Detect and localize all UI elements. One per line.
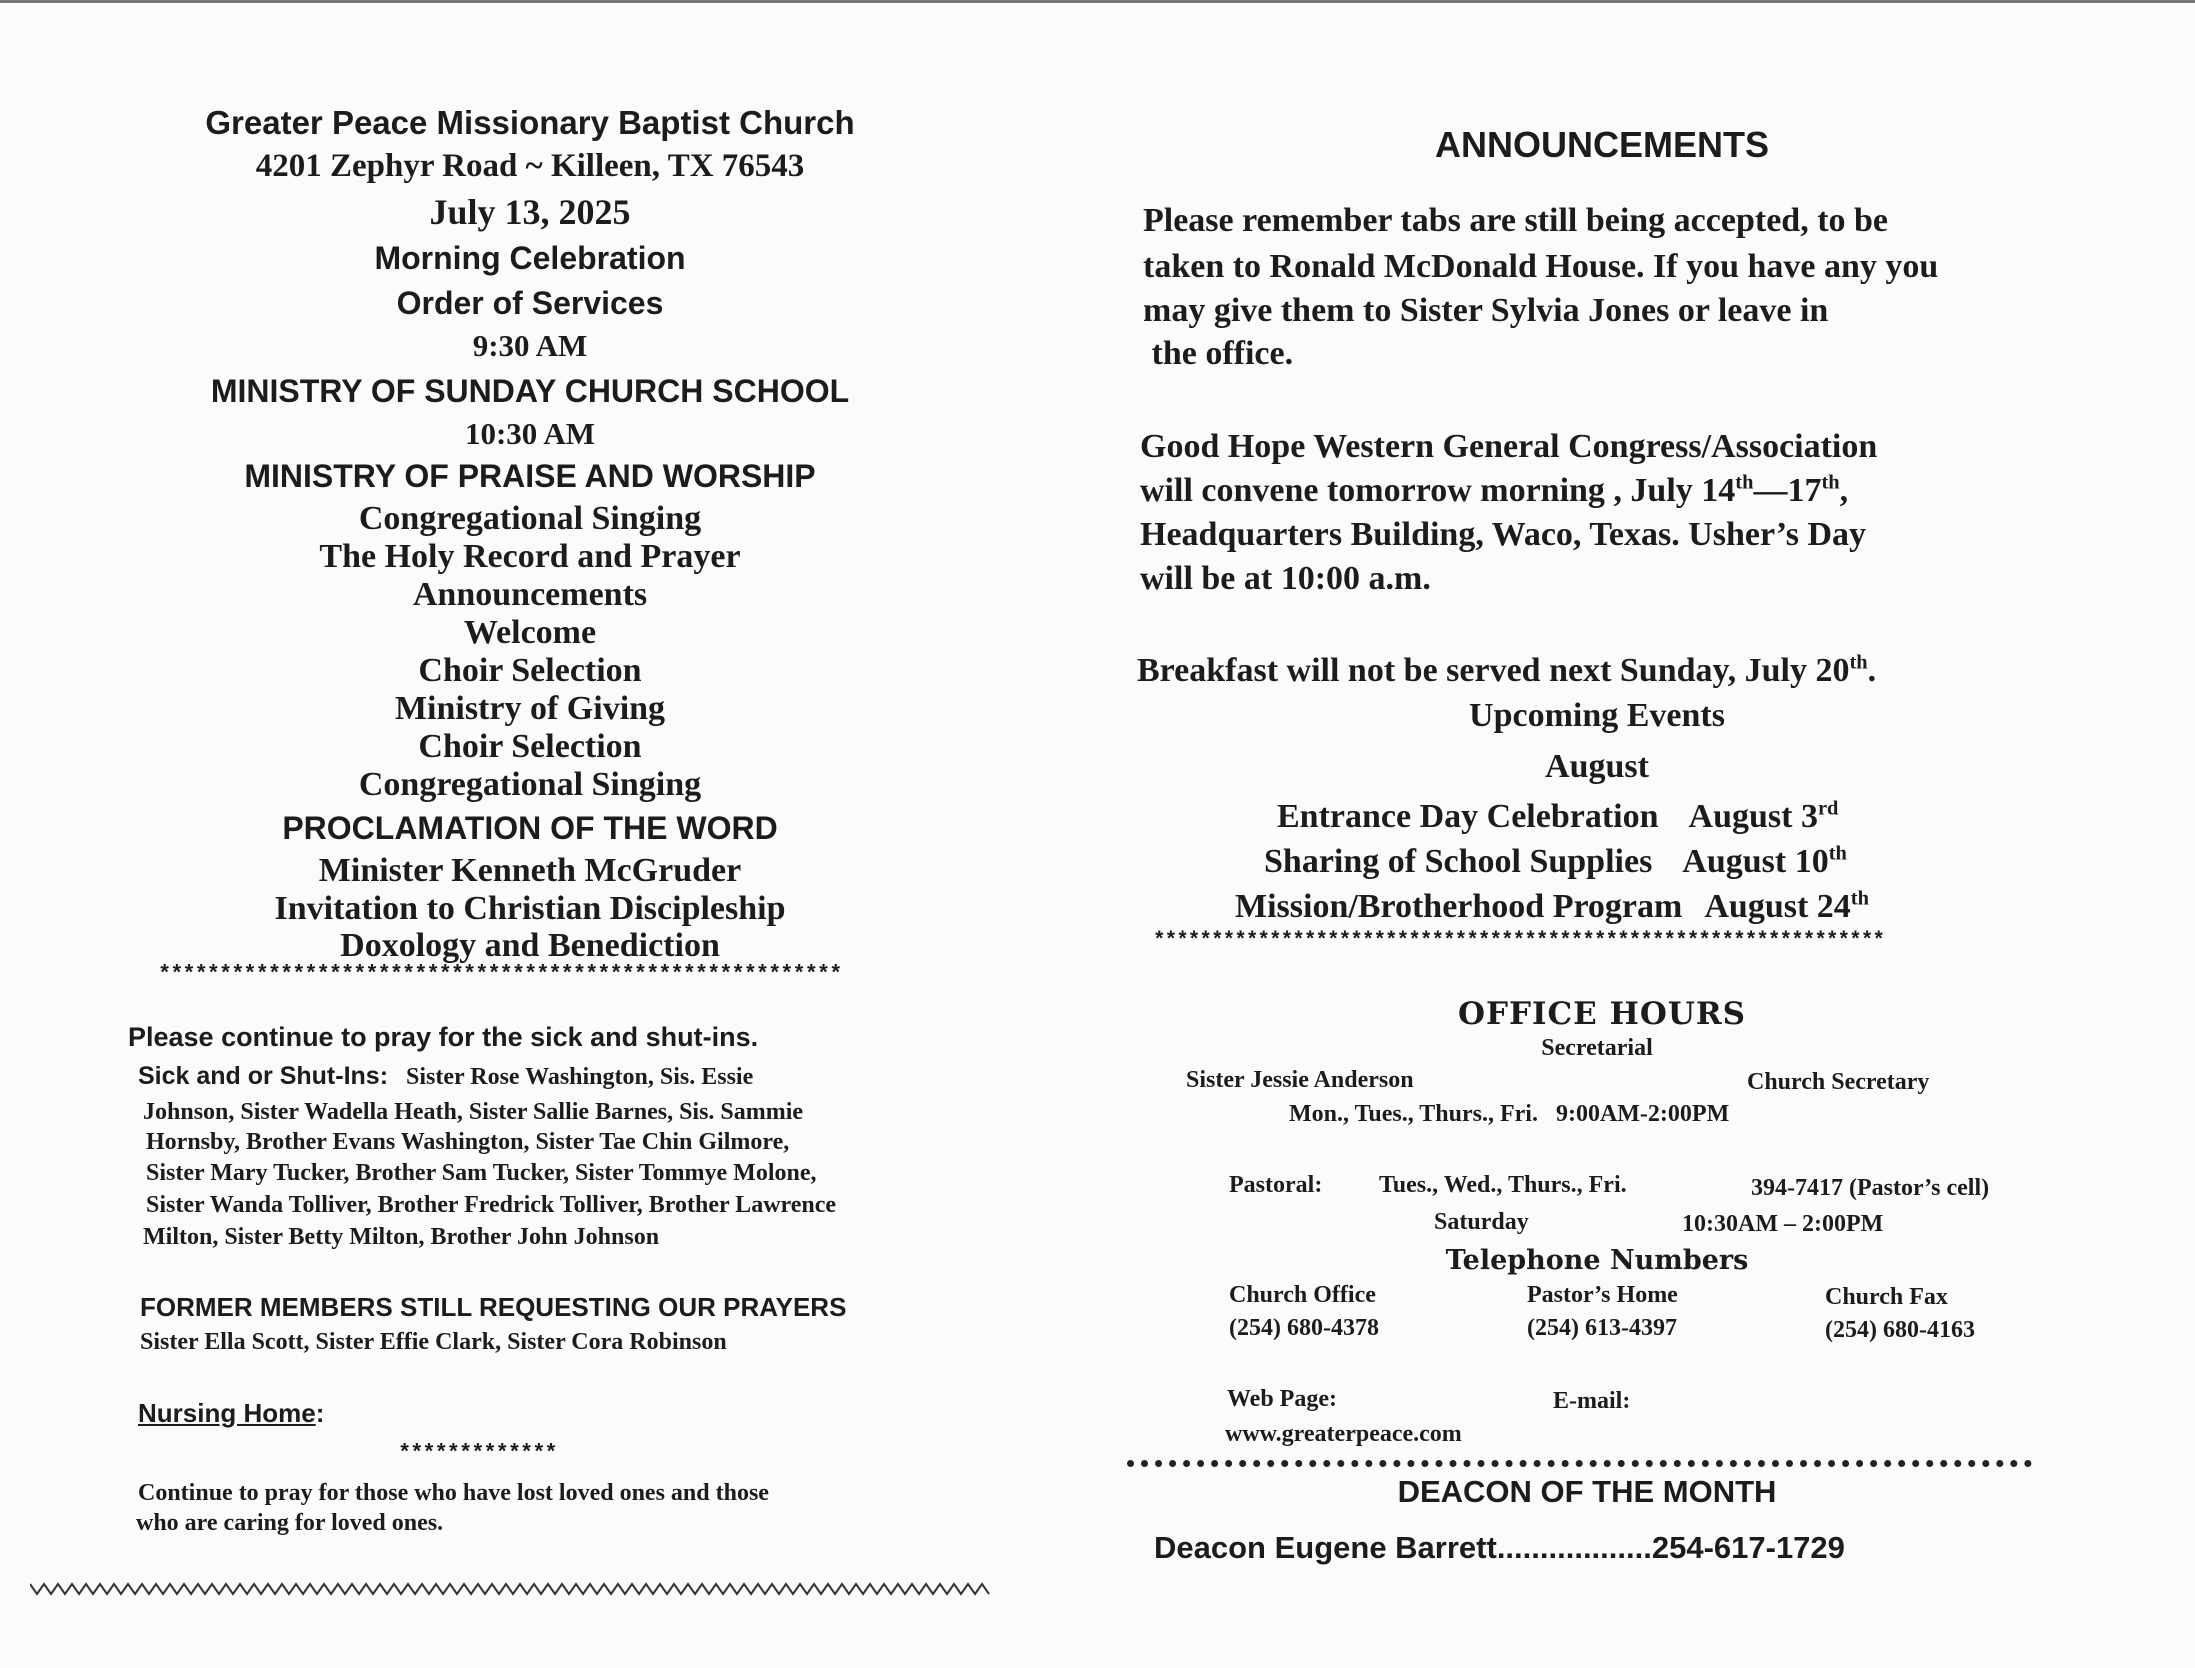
ordinal-suffix: th xyxy=(1828,842,1847,865)
order-item: Choir Selection xyxy=(418,652,642,689)
former-members-names: Sister Ella Scott, Sister Effie Clark, Sister Cora Robinson xyxy=(140,1329,727,1355)
sick-label: Sick and or Shut-Ins: xyxy=(138,1062,389,1090)
secretary-title: Church Secretary xyxy=(1747,1069,1930,1095)
sick-names: Sister Wanda Tolliver, Brother Fredrick Tolliver, Brother Lawrence xyxy=(146,1192,837,1218)
nursing-home-label: Nursing Home xyxy=(138,1398,316,1428)
office-hours-heading: OFFICE HOURS xyxy=(1457,996,1747,1032)
event-row xyxy=(1277,798,1838,836)
phone-label: Pastor’s Home xyxy=(1527,1282,1678,1308)
ordinal-suffix: th xyxy=(1821,471,1840,494)
period: . xyxy=(1867,652,1877,689)
time-sunday-school: 9:30 AM xyxy=(472,328,588,363)
closing-prayer: Continue to pray for those who have lost loved ones and those xyxy=(138,1480,769,1506)
dotted-divider xyxy=(1127,1460,2032,1467)
ordinal-suffix: rd xyxy=(1817,797,1839,820)
announcement-congress xyxy=(1140,472,1848,510)
comma: , xyxy=(1839,472,1849,509)
order-item: The Holy Record and Prayer xyxy=(319,538,741,575)
phone-number: (254) 613-4397 xyxy=(1527,1315,1677,1341)
announcements-heading: ANNOUNCEMENTS xyxy=(1434,124,1769,165)
proclamation-heading: PROCLAMATION OF THE WORD xyxy=(282,810,778,846)
secretarial-label: Secretarial xyxy=(1541,1035,1653,1061)
secretary-name: Sister Jessie Anderson xyxy=(1186,1067,1414,1093)
former-members-heading: FORMER MEMBERS STILL REQUESTING OUR PRAYERS xyxy=(140,1292,847,1322)
pastoral-label: Pastoral: xyxy=(1229,1172,1323,1198)
saturday-hours: 10:30AM – 2:00PM xyxy=(1682,1211,1884,1237)
email-label: E-mail: xyxy=(1553,1388,1631,1414)
congress-dates-end: —17 xyxy=(1753,472,1822,509)
sick-names: Johnson, Sister Wadella Heath, Sister Sallie Barnes, Sis. Sammie xyxy=(143,1099,804,1125)
nursing-home-heading xyxy=(138,1398,324,1429)
event-row xyxy=(1264,843,1847,881)
announcements-page xyxy=(1097,0,2195,1668)
event-row xyxy=(1235,888,1869,926)
time-worship: 10:30 AM xyxy=(464,416,595,451)
deacon-of-month: Deacon Eugene Barrett..................254-617-1729 xyxy=(1154,1530,1845,1565)
sick-names: Sister Rose Washington, Sis. Essie xyxy=(406,1064,754,1090)
month-heading: August xyxy=(1545,748,1649,785)
telephone-heading: Telephone Numbers xyxy=(1445,1245,1749,1276)
nursing-home-colon: : xyxy=(315,1398,325,1428)
sick-names: Milton, Sister Betty Milton, Brother John Johnson xyxy=(143,1224,660,1250)
phone-number: (254) 680-4163 xyxy=(1825,1317,1975,1343)
order-item: Congregational Singing xyxy=(358,500,702,537)
event-date: August 10 xyxy=(1682,843,1829,880)
separator-stars: ******************************************************** xyxy=(158,962,842,987)
minister-name: Minister Kenneth McGruder xyxy=(318,852,742,889)
sick-names: Sister Mary Tucker, Brother Sam Tucker, Sister Tommye Molone, xyxy=(146,1160,817,1186)
secretary-hours: Mon., Tues., Thurs., Fri. 9:00AM-2:00PM xyxy=(1289,1101,1730,1127)
announcement-tabs: Please remember tabs are still being accepted, to be xyxy=(1143,202,1889,239)
closing-prayer: who are caring for loved ones. xyxy=(136,1510,444,1536)
ministry-sunday-school: MINISTRY OF SUNDAY CHURCH SCHOOL xyxy=(210,373,850,409)
phone-label: Church Fax xyxy=(1825,1284,1948,1310)
pray-heading: Please continue to pray for the sick and shut-ins. xyxy=(128,1022,759,1052)
saturday-label: Saturday xyxy=(1434,1209,1529,1235)
pastoral-days: Tues., Wed., Thurs., Fri. xyxy=(1379,1172,1627,1198)
order-title: Order of Services xyxy=(396,285,664,321)
service-title: Morning Celebration xyxy=(374,240,686,276)
event-name: Entrance Day Celebration xyxy=(1277,798,1659,835)
announcement-breakfast xyxy=(1137,652,1876,690)
pastor-cell: 394-7417 (Pastor’s cell) xyxy=(1751,1175,1990,1201)
order-item: Choir Selection xyxy=(418,728,642,765)
announcement-congress: Headquarters Building, Waco, Texas. Usher’s Day xyxy=(1140,516,1867,553)
nursing-home-stars: ************* xyxy=(398,1441,557,1466)
separator-stars: *************************************************************** xyxy=(1153,930,1884,953)
announcement-tabs: taken to Ronald McDonald House. If you have any you xyxy=(1143,248,1939,285)
wavy-divider xyxy=(30,1580,995,1598)
ordinal-suffix: th xyxy=(1735,471,1754,494)
phone-number: (254) 680-4378 xyxy=(1229,1315,1379,1341)
breakfast-text: Breakfast will not be served next Sunday, July 20 xyxy=(1137,652,1850,689)
congress-dates: will convene tomorrow morning , July 14 xyxy=(1140,472,1736,509)
phone-label: Church Office xyxy=(1229,1282,1376,1308)
event-date: August 24 xyxy=(1704,888,1851,925)
sick-names: Hornsby, Brother Evans Washington, Sister Tae Chin Gilmore, xyxy=(146,1129,790,1155)
announcement-congress: will be at 10:00 a.m. xyxy=(1140,560,1431,597)
web-page-label: Web Page: xyxy=(1227,1386,1337,1412)
deacon-heading: DEACON OF THE MONTH xyxy=(1397,1474,1777,1509)
ordinal-suffix: th xyxy=(1849,651,1868,674)
ministry-praise-worship: MINISTRY OF PRAISE AND WORSHIP xyxy=(244,458,816,494)
order-item: Announcements xyxy=(412,576,648,613)
order-item: Welcome xyxy=(463,614,597,651)
upcoming-events-heading: Upcoming Events xyxy=(1469,697,1725,734)
church-name: Greater Peace Missionary Baptist Church xyxy=(205,104,855,141)
announcement-tabs: may give them to Sister Sylvia Jones or leave in xyxy=(1143,292,1829,329)
service-date: July 13, 2025 xyxy=(429,192,631,232)
web-url[interactable]: www.greaterpeace.com xyxy=(1225,1421,1462,1447)
invitation: Invitation to Christian Discipleship xyxy=(274,890,786,927)
announcement-tabs: the office. xyxy=(1143,335,1294,372)
event-name: Mission/Brotherhood Program xyxy=(1235,888,1683,925)
doxology: Doxology and Benediction xyxy=(340,927,720,964)
order-of-service-page xyxy=(0,0,1097,1668)
sick-line-0 xyxy=(138,1062,753,1091)
order-item: Congregational Singing xyxy=(358,766,702,803)
order-item: Ministry of Giving xyxy=(394,690,666,727)
ordinal-suffix: th xyxy=(1850,887,1869,910)
church-address: 4201 Zephyr Road ~ Killeen, TX 76543 xyxy=(255,148,805,184)
announcement-congress: Good Hope Western General Congress/Association xyxy=(1140,428,1878,465)
event-date: August 3 xyxy=(1688,798,1818,835)
event-name: Sharing of School Supplies xyxy=(1264,843,1653,880)
